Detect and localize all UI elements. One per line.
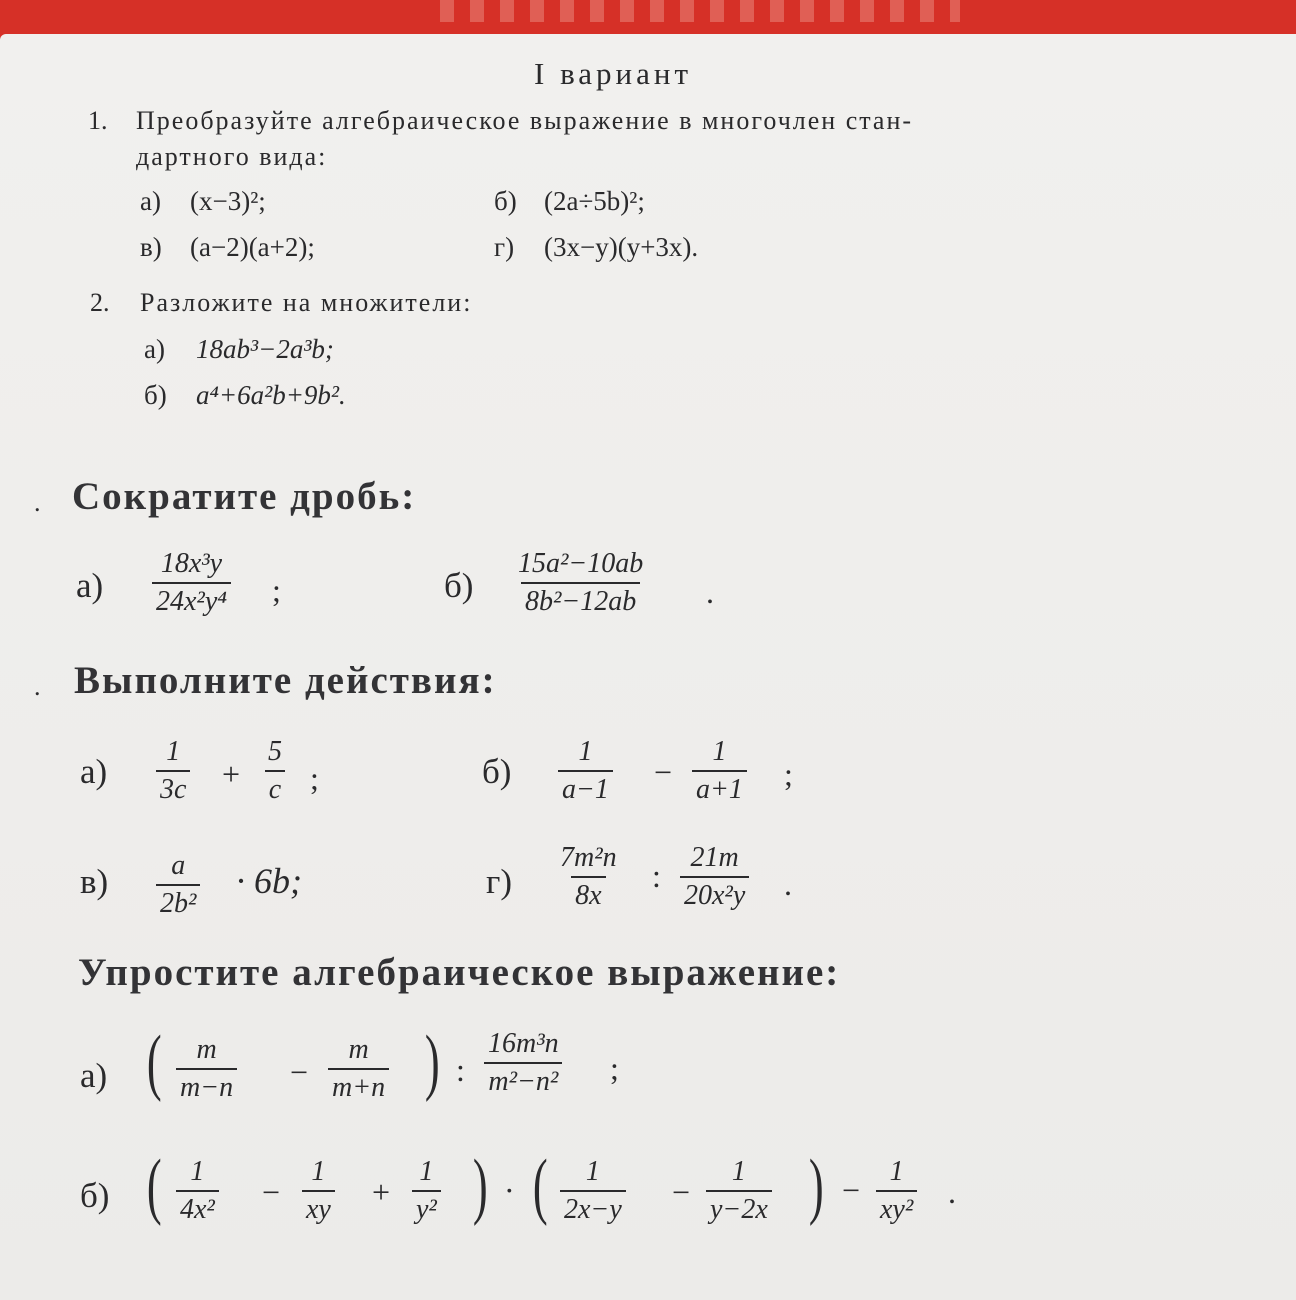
task5-b-fraction-6 [876, 1156, 917, 1226]
task4-b-fraction-2 [692, 736, 747, 806]
denominator: 3c [156, 770, 190, 806]
task5-b-operator-4: − [842, 1172, 861, 1208]
numerator: 1 [889, 1156, 904, 1187]
task4-v-label: в) [80, 862, 109, 901]
task2-item-a-label: а) [144, 334, 165, 364]
numerator: 1 [190, 1156, 205, 1187]
numerator: 1 [578, 736, 593, 767]
denominator: 2b² [156, 884, 200, 920]
numerator: 15a²−10ab [518, 548, 644, 579]
task4-b-after: ; [784, 756, 793, 792]
denominator: m+n [328, 1068, 389, 1104]
denominator: 20x²y [680, 876, 749, 912]
denominator: 4x² [176, 1190, 219, 1226]
task1-item-v-label: в) [140, 232, 162, 262]
task2-item-b-label: б) [144, 380, 167, 410]
denominator: 8x [571, 876, 605, 912]
task3-a-fraction [152, 548, 231, 618]
task4-a-after: ; [310, 760, 319, 796]
denominator: m²−n² [484, 1062, 562, 1098]
task5-b-after: . [948, 1174, 956, 1210]
task3-text: Сократите дробь: [72, 475, 417, 518]
task3-b-label: б) [444, 566, 474, 605]
task5-b-fraction-2 [302, 1156, 335, 1226]
task4-a-fraction-1 [156, 736, 190, 806]
task4-g-fraction-2 [680, 842, 749, 912]
numerator: 21m [690, 842, 739, 873]
task5-text: Упростите алгебраическое выражение: [78, 951, 841, 994]
task3-bullet: . [34, 488, 41, 517]
denominator: a−1 [558, 770, 613, 806]
task1-number: 1. [88, 106, 108, 135]
task5-a-fraction-1 [176, 1034, 237, 1104]
task5-b-fraction-5 [706, 1156, 772, 1226]
task3-a-after: ; [272, 572, 281, 608]
task5-a-fraction-3 [484, 1028, 563, 1098]
background-pattern [440, 0, 960, 22]
close-paren: ) [424, 1021, 440, 1103]
denominator: 2x−y [560, 1190, 626, 1226]
denominator: m−n [176, 1068, 237, 1104]
denominator: xy² [876, 1190, 917, 1226]
variant-title: I вариант [534, 56, 693, 91]
task5-b-operator-1: − [262, 1174, 281, 1210]
numerator: 1 [731, 1156, 746, 1187]
task2-number: 2. [90, 288, 110, 317]
task4-g-after: . [784, 866, 792, 902]
numerator: m [348, 1034, 369, 1065]
task3-a-label: а) [76, 566, 104, 605]
task4-bullet: . [34, 672, 41, 701]
task4-g-operator: : [652, 858, 661, 894]
task5-b-fraction-1 [176, 1156, 219, 1226]
denominator: xy [302, 1190, 335, 1226]
task2-item-a-expr: 18ab³−2a³b; [196, 334, 334, 364]
task5-b-operator-3: − [672, 1174, 691, 1210]
numerator: 7m²n [560, 842, 617, 873]
task4-b-label: б) [482, 752, 512, 791]
open-paren: ( [532, 1145, 548, 1227]
task1-item-g-expr: (3x−y)(y+3x). [544, 232, 699, 262]
task1-text-line2: дартного вида: [136, 142, 328, 171]
numerator: 1 [166, 736, 181, 767]
denominator: 24x²y⁴ [152, 582, 231, 618]
numerator: m [196, 1034, 217, 1065]
numerator: 5 [268, 736, 282, 767]
task5-b-fraction-3 [412, 1156, 441, 1226]
task2-item-b-expr: a⁴+6a²b+9b². [196, 380, 346, 410]
task1-item-b-label: б) [494, 186, 517, 216]
denominator: 8b²−12ab [521, 582, 640, 618]
task4-v-fraction [156, 850, 200, 920]
denominator: a+1 [692, 770, 747, 806]
task3-b-after: . [706, 574, 714, 610]
task5-b-label: б) [80, 1176, 110, 1215]
denominator: y² [412, 1190, 441, 1226]
task5-a-after: ; [610, 1050, 619, 1086]
task4-v-rest: · 6b; [236, 861, 302, 901]
task5-a-label: а) [80, 1056, 108, 1095]
task1-item-a-expr: (x−3)²; [190, 186, 266, 216]
task1-item-a-label: а) [140, 186, 161, 216]
task4-b-fraction-1 [558, 736, 613, 806]
close-paren: ) [472, 1145, 488, 1227]
numerator: 18x³y [160, 548, 223, 579]
open-paren: ( [146, 1021, 162, 1103]
task5-a-fraction-2 [328, 1034, 389, 1104]
task1-item-b-expr: (2a÷5b)²; [544, 186, 645, 216]
task5-a-operator-2: : [456, 1052, 465, 1088]
numerator: 16m³n [488, 1028, 559, 1059]
denominator: y−2x [706, 1190, 772, 1226]
task4-b-operator: − [654, 754, 673, 790]
task4-a-label: а) [80, 752, 108, 791]
task5-b-dot: · [504, 1172, 515, 1208]
task4-text: Выполните действия: [74, 659, 497, 702]
task3-b-fraction [514, 548, 647, 618]
numerator: 1 [311, 1156, 326, 1187]
task4-a-fraction-2 [264, 736, 286, 806]
task2-text: Разложите на множители: [140, 288, 473, 317]
numerator: 1 [712, 736, 727, 767]
task1-item-g-label: г) [494, 232, 515, 262]
task4-g-fraction-1 [556, 842, 621, 912]
denominator: c [265, 770, 285, 806]
open-paren: ( [146, 1145, 162, 1227]
close-paren: ) [808, 1145, 824, 1227]
task4-a-operator: + [222, 756, 241, 792]
task1-item-v-expr: (a−2)(a+2); [190, 232, 315, 262]
task5-b-operator-2: + [372, 1174, 391, 1210]
task5-a-operator: − [290, 1054, 309, 1090]
numerator: 1 [419, 1156, 434, 1187]
task5-b-fraction-4 [560, 1156, 626, 1226]
numerator: a [171, 850, 186, 881]
task1-text-line1: Преобразуйте алгебраическое выражение в многочлен стан- [136, 106, 914, 135]
numerator: 1 [585, 1156, 600, 1187]
task4-g-label: г) [486, 862, 513, 901]
